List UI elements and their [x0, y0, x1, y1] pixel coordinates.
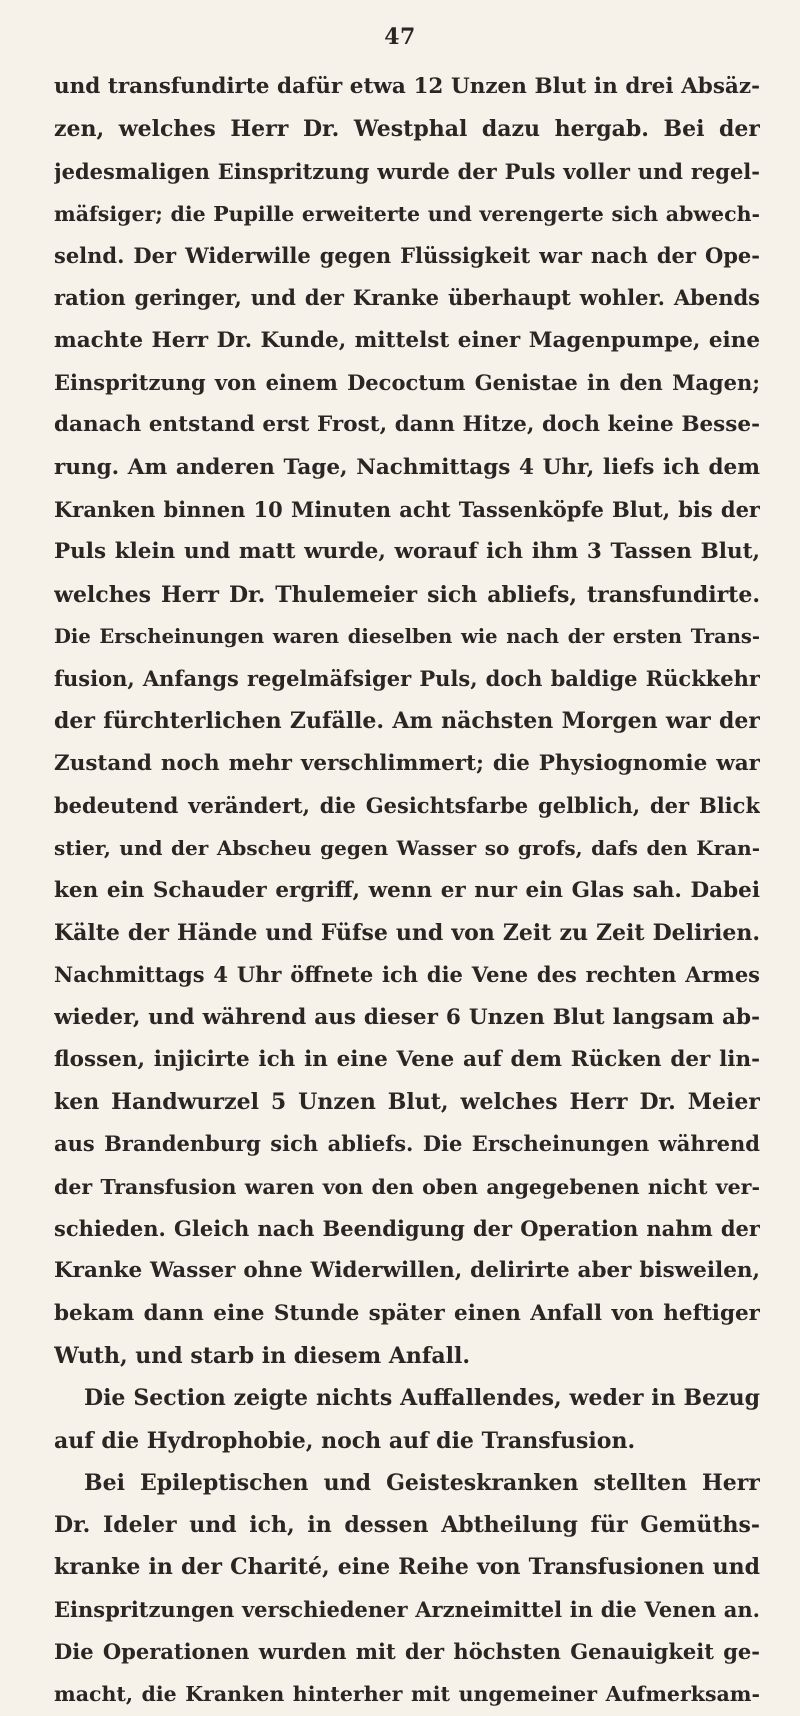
text-line: aus Brandenburg sich abliefs. Die Erscheinungen während — [54, 1131, 760, 1157]
text-line: Einspritzung von einem Decoctum Genistae in den Magen; — [54, 370, 760, 396]
text-line: Dr. Ideler und ich, in dessen Abtheilung für Gemüths- — [54, 1512, 760, 1539]
text-line: selnd. Der Widerwille gegen Flüssigkeit war nach der Ope- — [54, 243, 760, 269]
text-line: Kälte der Hände und Füfse und von Zeit zu Zeit Delirien. — [54, 919, 760, 946]
text-line: fusion, Anfangs regelmäfsiger Puls, doch baldige Rückkehr — [54, 666, 760, 692]
text-line: Die Section zeigte nichts Auffallendes, weder in Bezug — [84, 1385, 760, 1412]
text-line: machte Herr Dr. Kunde, mittelst einer Magenpumpe, eine — [54, 327, 760, 353]
text-line: jedesmaligen Einspritzung wurde der Puls voller und regel- — [54, 158, 760, 184]
text-line: Kranken binnen 10 Minuten acht Tassenköpfe Blut, bis der — [54, 496, 760, 522]
text-line: Einspritzungen verschiedener Arzneimittel in die Venen an. — [54, 1596, 760, 1622]
text-line: wieder, und während aus dieser 6 Unzen Blut langsam ab- — [54, 1004, 760, 1030]
text-line: macht, die Kranken hinterher mit ungemeiner Aufmerksam- — [54, 1682, 760, 1707]
text-line: stier, und der Abscheu gegen Wasser so grofs, dafs den Kran- — [54, 836, 760, 861]
text-line: zen, welches Herr Dr. Westphal dazu hergab. Bei der — [54, 116, 760, 143]
text-line: auf die Hydrophobie, noch auf die Transfusion. — [54, 1427, 636, 1454]
text-line: der fürchterlichen Zufälle. Am nächsten Morgen war der — [54, 708, 760, 735]
page-number: 47 — [384, 24, 416, 50]
text-line: Zustand noch mehr verschlimmert; die Physiognomie war — [54, 750, 760, 776]
text-line: Die Operationen wurden mit der höchsten Genauigkeit ge- — [54, 1638, 760, 1664]
text-line: flossen, injicirte ich in eine Vene auf dem Rücken der lin- — [54, 1046, 760, 1072]
text-line: ration geringer, und der Kranke überhaupt wohler. Abends — [54, 285, 760, 311]
text-line: Nachmittags 4 Uhr öffnete ich die Vene des rechten Armes — [54, 962, 760, 988]
text-line: Wuth, und starb in diesem Anfall. — [54, 1342, 470, 1369]
text-line: bedeutend verändert, die Gesichtsfarbe gelblich, der Blick — [54, 793, 760, 819]
text-line: Die Erscheinungen waren dieselben wie nach der ersten Trans- — [54, 624, 760, 648]
text-line: Puls klein und matt wurde, worauf ich ihm 3 Tassen Blut, — [54, 539, 760, 565]
text-line: ken ein Schauder ergriff, wenn er nur ein Glas sah. Dabei — [54, 877, 760, 903]
text-line: mäfsiger; die Pupille erweiterte und verengerte sich abwech- — [54, 201, 760, 226]
text-line: der Transfusion waren von den oben angegebenen nicht ver- — [54, 1174, 760, 1199]
text-line: Kranke Wasser ohne Widerwillen, delirirte aber bisweilen, — [54, 1258, 760, 1284]
text-line: kranke in der Charité, eine Reihe von Transfusionen und — [54, 1554, 760, 1581]
text-line: bekam dann eine Stunde später einen Anfall von heftiger — [54, 1300, 760, 1326]
text-line: schieden. Gleich nach Beendigung der Operation nahm der — [54, 1216, 760, 1242]
text-line: Bei Epileptischen und Geisteskranken stellten Herr — [84, 1469, 760, 1496]
text-line: danach entstand erst Frost, dann Hitze, doch keine Besse- — [54, 412, 760, 438]
body-text — [54, 66, 760, 1716]
text-line: rung. Am anderen Tage, Nachmittags 4 Uhr, liefs ich dem — [54, 454, 760, 480]
text-line: ken Handwurzel 5 Unzen Blut, welches Herr Dr. Meier — [54, 1089, 760, 1116]
text-line: und transfundirte dafür etwa 12 Unzen Blut in drei Absäz- — [54, 74, 760, 99]
text-line: welches Herr Dr. Thulemeier sich abliefs, transfundirte. — [54, 581, 760, 608]
